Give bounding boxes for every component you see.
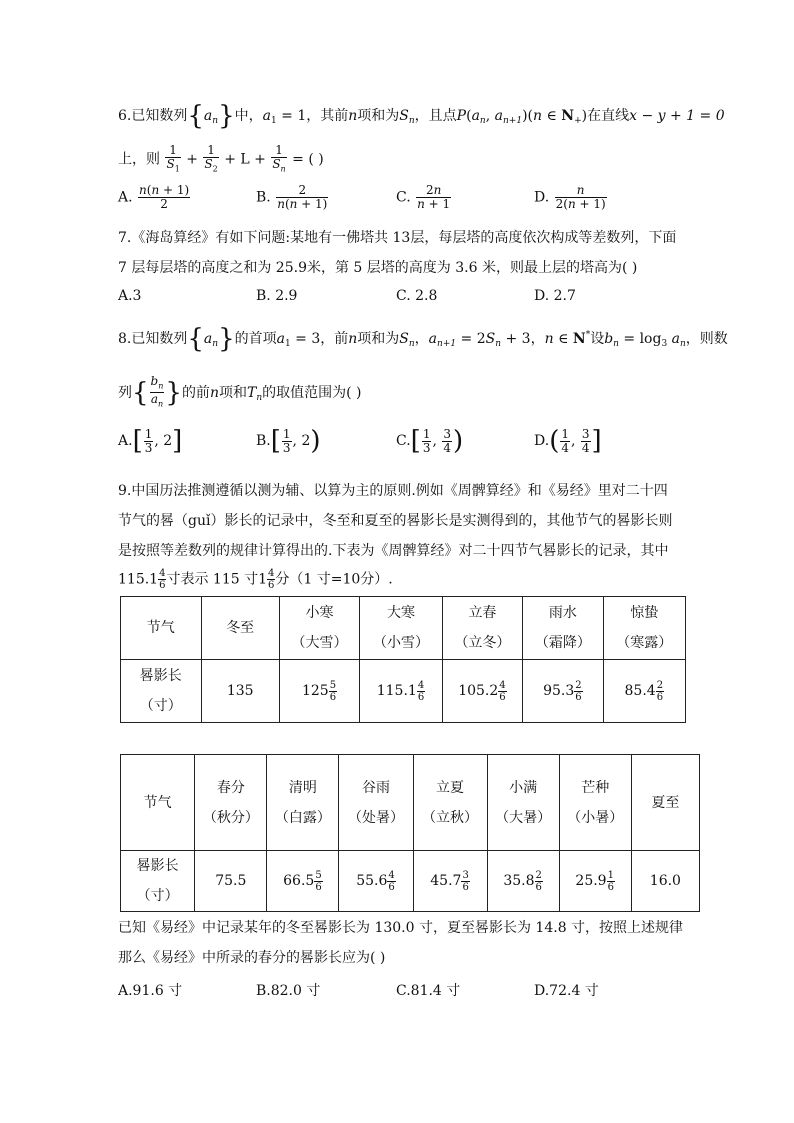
- q9-after-line2: 那么《易经》中所录的春分的晷影长应为( ): [118, 950, 386, 966]
- table2-term: 谷雨 （处暑）: [339, 755, 413, 851]
- q7-option-b[interactable]: B. 2.9: [256, 288, 298, 304]
- table2-value: 75.5: [195, 851, 267, 912]
- q7-line2: 7 层每层塔的高度之和为 25.9米，第 5 层塔的高度为 3.6 米，则最上层的塔高为( ): [118, 260, 638, 276]
- table2-value: 45.7 $\frac{3}{6}$: [413, 851, 487, 912]
- table1-row-label: 晷影长 （寸）: [121, 660, 202, 723]
- q9-line1: 9.中国历法推测遵循以测为辅、以算为主的原则.例如《周髀算经》和《易经》里对二十四: [118, 483, 668, 499]
- table2-row-label: 晷影长 （寸）: [121, 851, 195, 912]
- q7-option-c[interactable]: C. 2.8: [396, 288, 438, 304]
- table2-value: 66.5 $\frac{5}{6}$: [267, 851, 339, 912]
- q9-option-c[interactable]: C.81.4 寸: [396, 983, 461, 999]
- table2-value: 35.8 $\frac{2}{6}$: [487, 851, 559, 912]
- q9-line4: 115.1 $\frac{4}{6}$ 寸表示 115 寸1 $\frac{4}{6}$ 分（1 寸=10分）.: [118, 568, 393, 591]
- q8-line2: 列{ $\frac{b_n}{a_n}$ }的前n项和$T_n$的取值范围为( ): [118, 374, 362, 409]
- q6-option-a[interactable]: A. $\frac{n(n + 1)}{2}$: [118, 183, 190, 211]
- solar-term-table-1: [120, 596, 686, 723]
- q8-option-d[interactable]: D.( $\frac{1}{4}$ , $\frac{3}{4}$ ]: [534, 426, 602, 456]
- q8-option-a[interactable]: A.[ $\frac{1}{3}$ , 2]: [118, 426, 183, 456]
- table2-term: 春分 （秋分）: [195, 755, 267, 851]
- table1-value: 125 $\frac{5}{6}$: [279, 660, 359, 723]
- table2-term: 芒种 （小暑）: [559, 755, 631, 851]
- table1-value: 115.1 $\frac{4}{6}$: [360, 660, 442, 723]
- table2-term: 小满 （大暑）: [487, 755, 559, 851]
- table1-value: 85.4 $\frac{2}{6}$: [603, 660, 685, 723]
- q9-option-b[interactable]: B.82.0 寸: [256, 983, 321, 999]
- solar-term-table-2: [120, 754, 700, 912]
- table1-term: 雨水 （霜降）: [523, 597, 603, 660]
- table2-term: 清明 （白露）: [267, 755, 339, 851]
- q9-line3: 是按照等差数列的规律计算得出的.下表为《周髀算经》对二十四节气晷影长的记录，其中: [118, 543, 669, 559]
- q6-option-b[interactable]: B. $\frac{2}{n(n + 1)}$: [256, 183, 328, 211]
- q6-line2: 上，则 $\frac{1}{S_1}$ + $\frac{1}{S_2}$ + L + $\frac{1}{S_n}$ = ( ): [118, 143, 324, 174]
- q6-option-c[interactable]: C. $\frac{2n}{n + 1}$: [396, 183, 451, 211]
- q7-line1: 7.《海岛算经》有如下问题:某地有一佛塔共 13层，每层塔的高度依次构成等差数列，下面: [118, 230, 677, 246]
- q6-line1: 6.已知数列$\{a_n\}$中，$a_1 = 1$，其前n项和为$S_n$，且点$P(a_n$, $a_{n+1})(n$ ∈ $N_+$)在直线x − y + 1 = 0: [118, 101, 725, 131]
- q7-option-a[interactable]: A.3: [118, 288, 142, 304]
- q9-after-line1: 已知《易经》中记录某年的冬至晷影长为 130.0 寸，夏至晷影长为 14.8 寸，按照上述规律: [118, 920, 684, 936]
- q9-line2: 节气的晷（guǐ）影长的记录中，冬至和夏至的晷影长是实测得到的，其他节气的晷影长则: [118, 513, 673, 529]
- q9-option-a[interactable]: A.91.6 寸: [118, 983, 183, 999]
- q8-line1: 8.已知数列$\{a_n\}$的首项$a_1 = 3$，前n项和为$S_n$，$a_{n+1} = 2S_n + 3$，n ∈ N*设$b_n = \log_3 a_n$，则数: [118, 324, 728, 354]
- table2-header-label: 节气: [121, 755, 195, 851]
- table1-term: 立春 （立冬）: [442, 597, 523, 660]
- table2-value: 25.9 $\frac{1}{6}$: [559, 851, 631, 912]
- table1-term: 惊蛰 （寒露）: [603, 597, 685, 660]
- table1-value: 135: [201, 660, 279, 723]
- table2-value: 55.6 $\frac{4}{6}$: [339, 851, 413, 912]
- q6-option-d[interactable]: D. $\frac{n}{2(n + 1)}$: [534, 183, 606, 211]
- q7-option-d[interactable]: D. 2.7: [534, 288, 576, 304]
- table1-value: 95.3 $\frac{2}{6}$: [523, 660, 603, 723]
- table1-value: 105.2 $\frac{4}{6}$: [442, 660, 523, 723]
- table2-term: 夏至: [631, 755, 699, 851]
- q8-option-c[interactable]: C.[ $\frac{1}{3}$ , $\frac{3}{4}$ ): [396, 426, 464, 456]
- table1-term: 大寒 （小雪）: [360, 597, 442, 660]
- table2-value: 16.0: [631, 851, 699, 912]
- table1-term: 冬至: [201, 597, 279, 660]
- table1-header-label: 节气: [121, 597, 202, 660]
- table2-term: 立夏 （立秋）: [413, 755, 487, 851]
- q9-option-d[interactable]: D.72.4 寸: [534, 983, 599, 999]
- table1-term: 小寒 （大雪）: [279, 597, 359, 660]
- q8-option-b[interactable]: B.[ $\frac{1}{3}$ , 2): [256, 426, 321, 456]
